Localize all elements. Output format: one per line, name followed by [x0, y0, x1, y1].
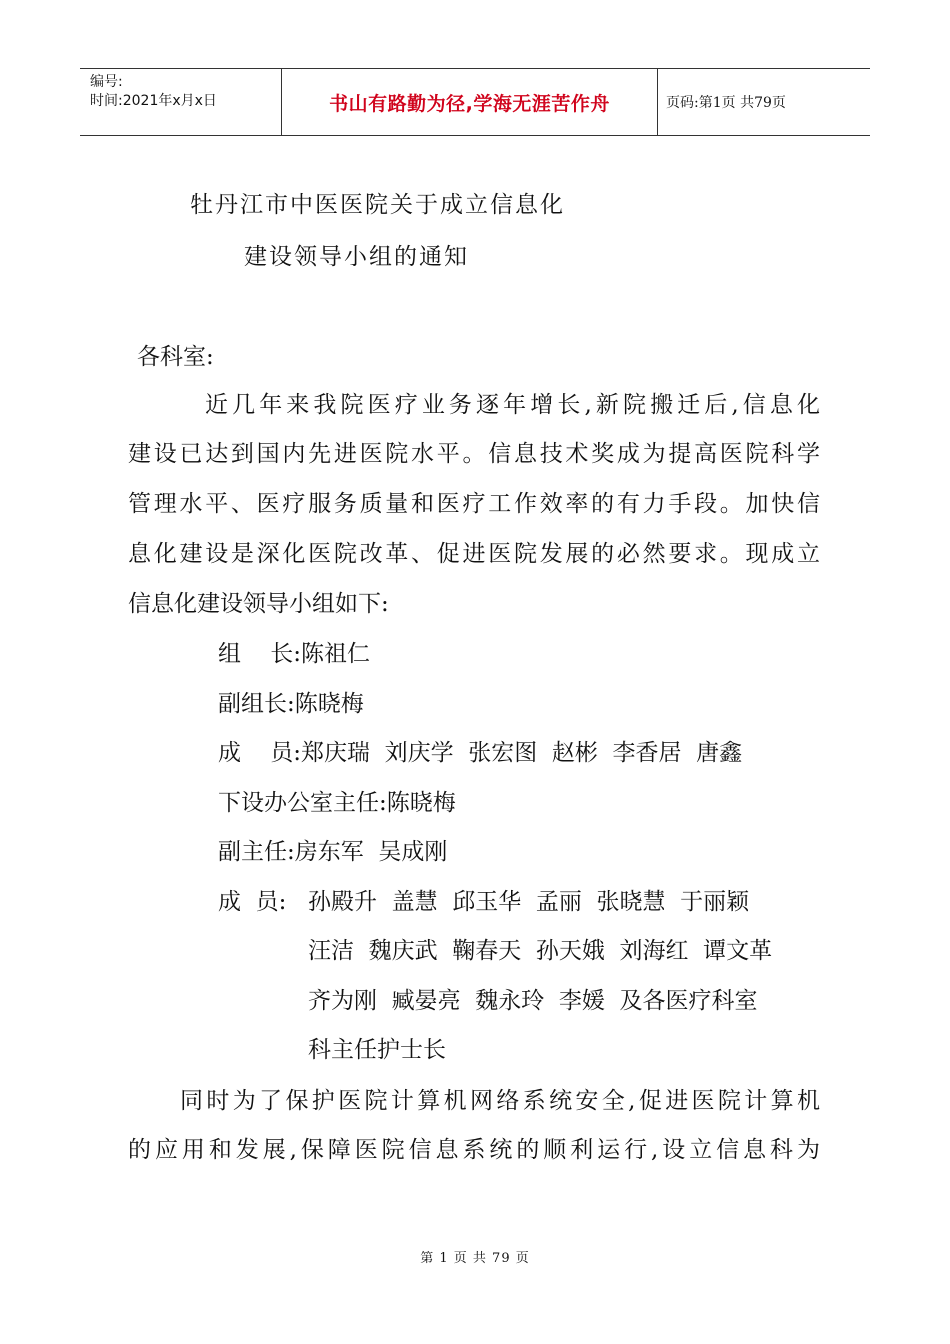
- office-members-line: 孙殿升 盖慧 邱玉华 孟丽 张晓慧 于丽颖: [308, 889, 750, 915]
- group-leader: 组 长:陈祖仁: [218, 641, 370, 667]
- office-members-line: 齐为刚 臧晏亮 魏永玲 李媛 及各医疗科室: [308, 988, 758, 1014]
- intro-line: 建设已达到国内先进医院水平。信息技术奖成为提高医院科学: [128, 441, 820, 467]
- office-director: 下设办公室主任:陈晓梅: [218, 790, 456, 816]
- office-members-line: 科主任护士长: [308, 1037, 446, 1063]
- intro-line: 近几年来我院医疗业务逐年增长,新院搬迁后,信息化: [205, 392, 820, 418]
- closing-line: 同时为了保护医院计算机网络系统安全,促进医院计算机: [180, 1088, 820, 1114]
- page-header: [80, 68, 870, 136]
- salutation: 各科室:: [137, 344, 214, 370]
- office-members-label: 成 员:: [218, 889, 287, 915]
- page-info-text: 页码:第1页 共79页: [666, 95, 786, 111]
- motto-text: 书山有路勤为径,学海无涯苦作舟: [329, 92, 610, 115]
- intro-line: 息化建设是深化医院改革、促进医院发展的必然要求。现成立: [128, 541, 820, 567]
- document-title-line-1: 牡丹江市中医医院关于成立信息化: [190, 192, 565, 218]
- header-page-info: [658, 69, 870, 135]
- group-members: 成 员:郑庆瑞 刘庆学 张宏图 赵彬 李香居 唐鑫: [218, 740, 743, 766]
- intro-line: 管理水平、医疗服务质量和医疗工作效率的有力手段。加快信: [128, 491, 820, 517]
- closing-line: 的应用和发展,保障医院信息系统的顺利运行,设立信息科为: [128, 1137, 820, 1163]
- number-label: 编号:: [90, 74, 123, 90]
- deputy-director: 副主任:房东军 吴成刚: [218, 839, 448, 865]
- office-members-line: 汪洁 魏庆武 鞠春天 孙天娥 刘海红 谭文革: [308, 938, 773, 964]
- time-label: 时间:2021年x月x日: [90, 93, 217, 109]
- deputy-leader: 副组长:陈晓梅: [218, 691, 364, 717]
- header-motto-cell: [282, 69, 658, 135]
- page-footer: 第 1 页 共 79 页: [420, 1251, 530, 1266]
- intro-line: 信息化建设领导小组如下:: [128, 591, 389, 617]
- document-title-line-2: 建设领导小组的通知: [244, 244, 469, 270]
- header-meta: [80, 69, 282, 135]
